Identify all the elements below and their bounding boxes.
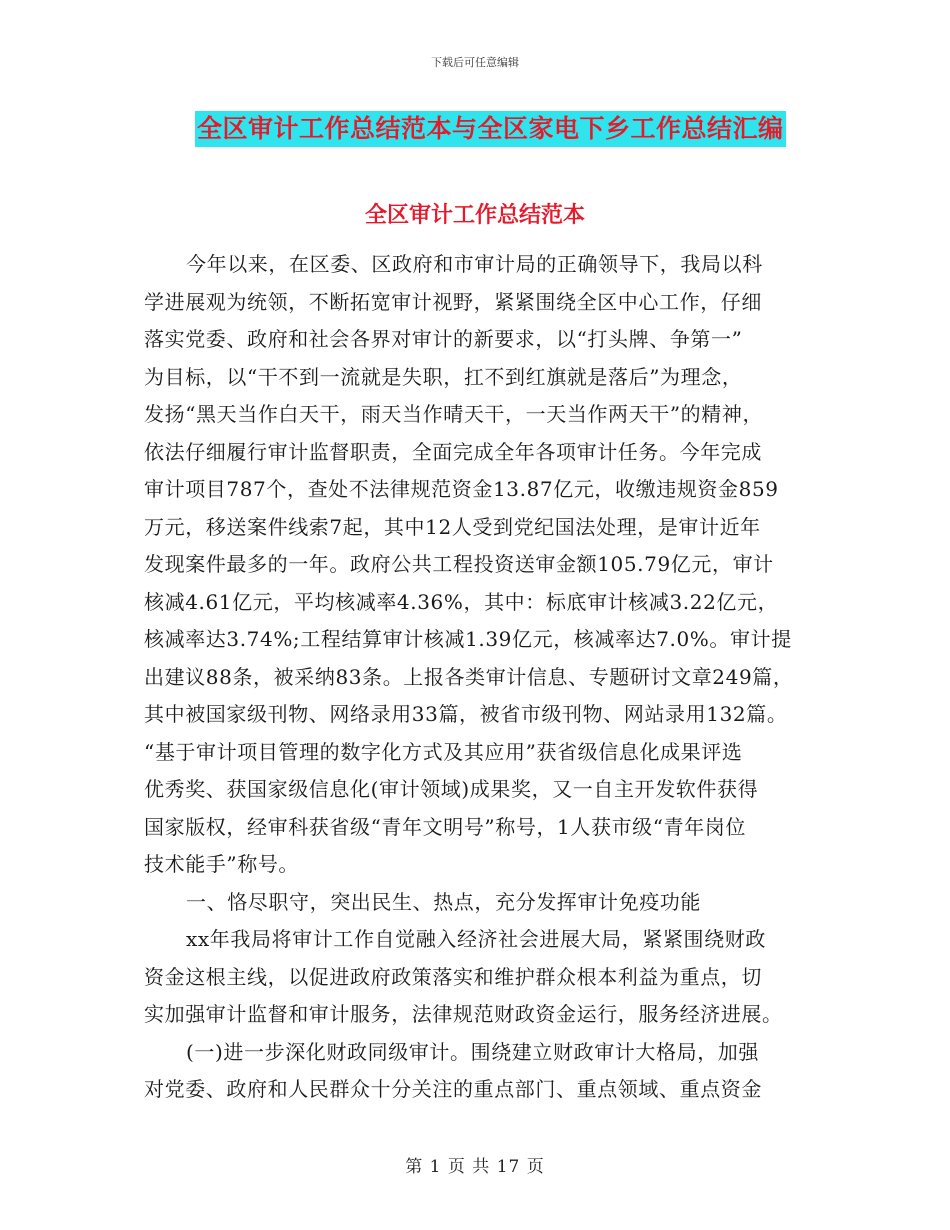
paragraph-line: 依法仔细履行审计监督职责，全面完成全年各项审计任务。今年完成 [144, 439, 762, 464]
paragraph-line: 技术能手”称号。 [144, 852, 300, 876]
paragraph-line: 发扬“黑天当作白天干，雨天当作晴天干，一天当作两天干”的精神， [144, 402, 764, 426]
paragraph-line: 为目标，以“干不到一流就是失职，扛不到红旗就是落后”为理念， [144, 364, 743, 389]
paragraph-line: 国家版权，经审科获省级“青年文明号”称号，1人获市级“青年岗位 [144, 814, 746, 839]
paragraph-line: 其中被国家级刊物、网络录用33篇，被省市级刊物、网站录用132篇。 [144, 702, 788, 726]
paragraph-line: 核减4.61亿元，平均核减率4.36%，其中：标底审计核减3.22亿元， [144, 589, 779, 614]
paragraph-line: (一)进一步深化财政同级审计。围绕建立财政审计大格局，加强 [186, 1039, 760, 1064]
main-title: 全区审计工作总结范本与全区家电下乡工作总结汇编 [195, 111, 786, 147]
paragraph-line: “基于审计项目管理的数字化方式及其应用”获省级信息化成果评选 [144, 739, 743, 764]
section-title: 全区审计工作总结范本 [364, 202, 585, 228]
paragraph-line: 落实党委、政府和社会各界对审计的新要求，以“打头牌、争第一” [144, 327, 743, 351]
paragraph-line: 实加强审计监督和审计服务，法律规范财政资金运行，服务经济进展。 [144, 1002, 783, 1026]
paragraph-line: 优秀奖、获国家级信息化(审计领域)成果奖，又一自主开发软件获得 [144, 777, 759, 801]
paragraph-line: 今年以来，在区委、区政府和市审计局的正确领导下，我局以科 [186, 252, 763, 276]
section-heading-line: 一、恪尽职守，突出民生、热点，充分发挥审计免疫功能 [186, 889, 701, 914]
paragraph-line: 万元，移送案件线索7起，其中12人受到党纪国法处理，是审计近年 [144, 514, 761, 539]
paragraph-line: 学进展观为统领，不断拓宽审计视野，紧紧围绕全区中心工作，仔细 [144, 289, 762, 314]
page-footer: 第 1 页 共 17 页 [405, 1157, 545, 1177]
paragraph-line: xx年我局将审计工作自觉融入经济社会进展大局，紧紧围绕财政 [186, 927, 766, 951]
paragraph-line: 出建议88条，被采纳83条。上报各类审计信息、专题研讨文章249篇， [144, 664, 794, 689]
paragraph-line: 发现案件最多的一年。政府公共工程投资送审金额105.79亿元，审计 [144, 552, 774, 576]
paragraph-line: 核减率达3.74%;工程结算审计核减1.39亿元，核减率达7.0%。审计提 [144, 627, 792, 651]
header-note: 下载后可任意编辑 [431, 56, 519, 69]
paragraph-line: 对党委、政府和人民群众十分关注的重点部门、重点领域、重点资金 [144, 1077, 762, 1101]
paragraph-line: 资金这根主线，以促进政府政策落实和维护群众根本利益为重点，切 [144, 964, 762, 989]
paragraph-line: 审计项目787个，查处不法律规范资金13.87亿元，收缴违规资金859 [144, 477, 779, 501]
body-text [144, 246, 824, 1109]
